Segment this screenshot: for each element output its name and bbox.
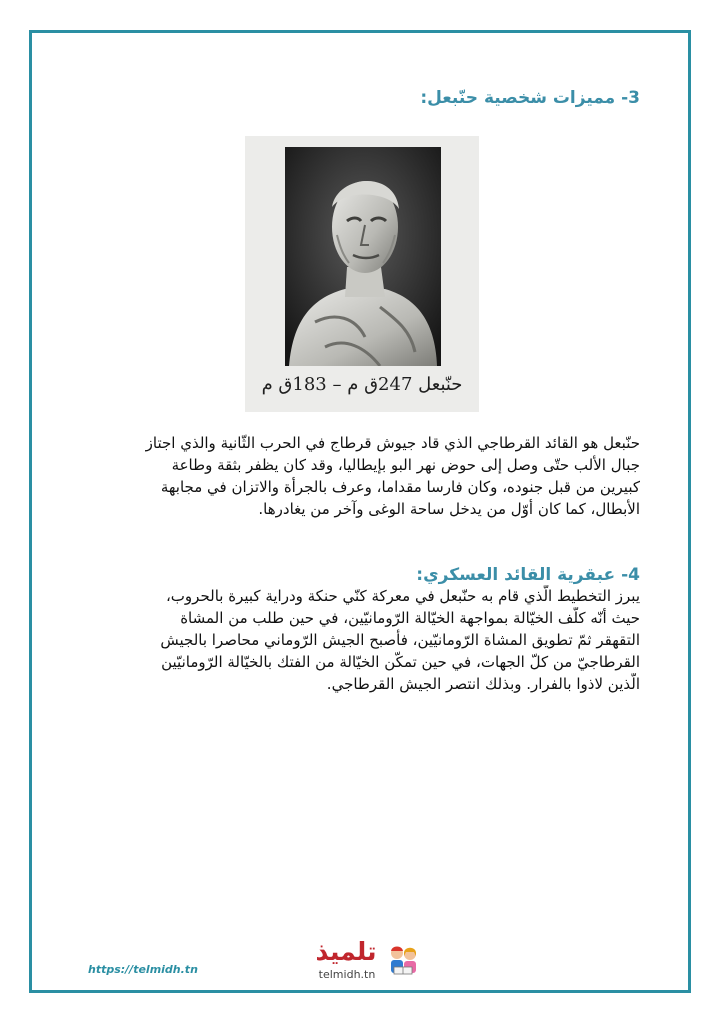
section-3-heading: 3- مميزات شخصية حنّبعل: [420,88,640,108]
text-line: يبرز التخطيط الّذي قام به حنّبعل في معركة كنّي حنكة ودراية كبيرة بالحروب، [165,587,640,605]
kids-reading-icon [388,941,418,981]
section-4-heading: 4- عبقرية القائد العسكري: [416,565,640,585]
text-line: حيث أنّه كلّف الخيّالة بمواجهة الخيّالة الرّومانيّين، في حين طلب من المشاة [180,609,640,627]
text-line: جبال الألب حتّى وصل إلى حوض نهر البو بإيطاليا، وقد كان يظفر بثقة وطاعة [171,456,640,474]
telmidh-logo[interactable] [308,937,420,989]
text-line: حنّبعل هو القائد القرطاجي الذي قاد جيوش قرطاج في الحرب الثّانية والذي اجتاز [145,434,640,452]
text-line: القرطاجيّ من كلّ الجهات، في حين تمكّن الخيّالة من الفتك بالخيّالة الرّومانيّين [161,653,640,671]
text-line: التقهقر ثمّ تطويق المشاة الرّومانيّين، فأصبح الجيش الرّوماني محاصرا بالجيش [160,631,640,649]
hannibal-bust-image [285,147,441,366]
logo-latin-text: telmidh.tn [318,968,376,981]
logo-arabic-text: تلميذ [315,937,377,966]
paragraph-hannibal-traits [80,432,640,520]
footer-website-link[interactable]: https://telmidh.tn [88,963,198,976]
text-line: الّذين لاذوا بالفرار. وبذلك انتصر الجيش القرطاجي. [326,675,640,693]
text-line: الأبطال، كما كان أوّل من يدخل ساحة الوغى وآخر من يغادرها. [258,500,640,518]
text-line: كبيرين من قبل جنوده، وكان فارسا مقداما، وعرف بالجرأة والاتزان في مجابهة [160,478,640,496]
portrait-caption: حنّبعل 247ق م – 183ق م [261,374,463,395]
paragraph-military-genius [80,585,640,695]
portrait-figure [245,136,479,412]
